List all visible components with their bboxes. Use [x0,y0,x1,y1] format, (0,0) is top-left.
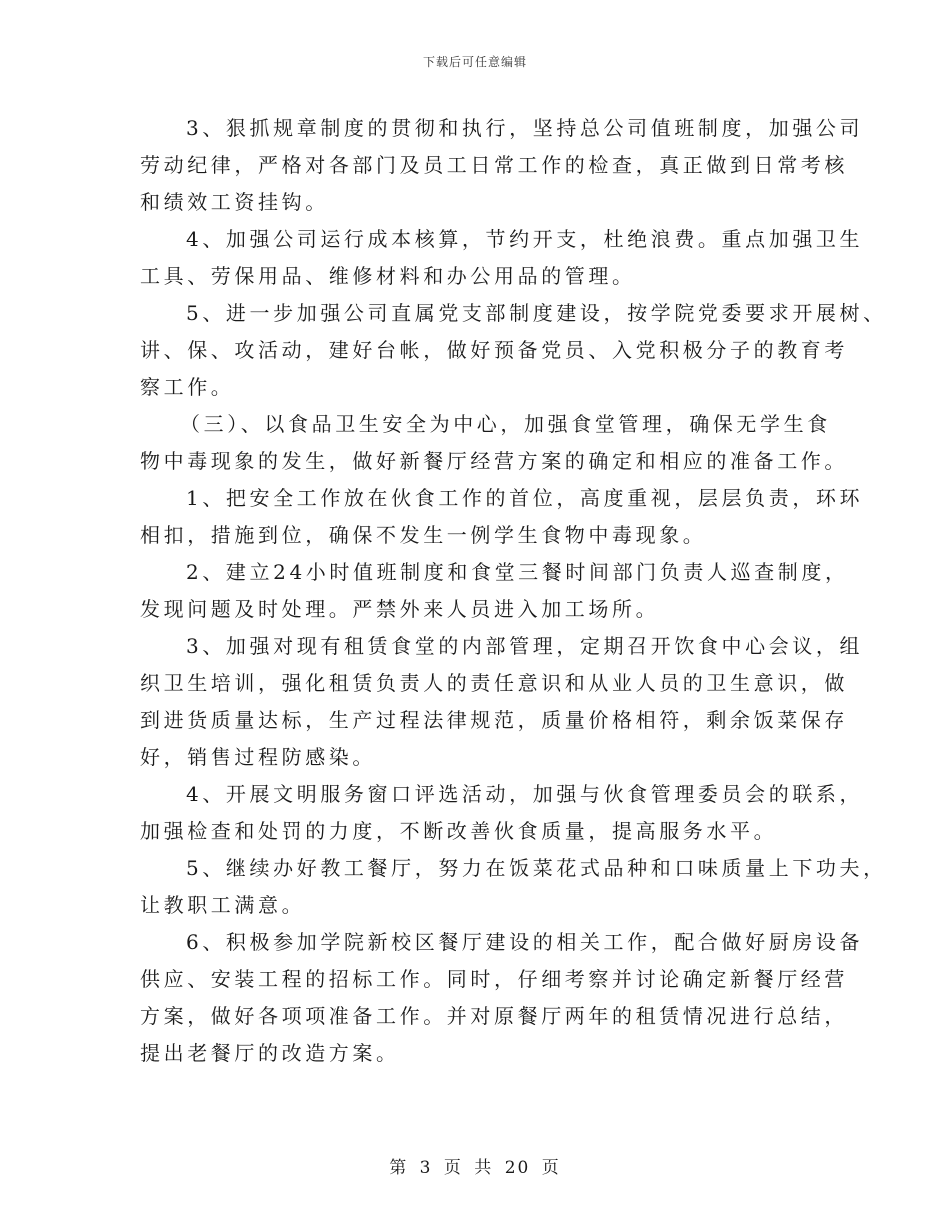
paragraph-line: 讲、保、攻活动，建好台帐，做好预备党员、入党积极分子的教育考 [140,338,848,362]
paragraph-line: 方案，做好各项项准备工作。并对原餐厅两年的租赁情况进行总结， [140,1004,848,1028]
page-number-footer: 第 3 页 共 20 页 [389,1158,561,1178]
paragraph-line: 3、加强对现有租赁食堂的内部管理，定期召开饮食中心会议，组 [186,634,864,658]
paragraph-line: （三）、以食品卫生安全为中心，加强食堂管理，确保无学生食 [180,412,831,436]
section-heading-food-safety [140,406,848,480]
paragraph-item-4-cost-accounting [140,221,864,295]
paragraph-line: 4、开展文明服务窗口评选活动，加强与伙食管理委员会的联系， [186,782,864,806]
document-body [140,110,887,1072]
paragraph-line: 2、建立24小时值班制度和食堂三餐时间部门负责人巡查制度， [186,560,849,584]
paragraph-item-6-new-campus [140,924,864,1072]
paragraph-item-5-party-branch [140,295,887,406]
paragraph-item-3-canteen-management [140,628,864,776]
paragraph-item-2-duty-system [140,554,849,628]
paragraph-line: 6、积极参加学院新校区餐厅建设的相关工作，配合做好厨房设备 [186,930,864,954]
paragraph-line: 供应、安装工程的招标工作。同时，仔细考察并讨论确定新餐厅经营 [140,967,848,991]
paragraph-line: 4、加强公司运行成本核算，节约开支，杜绝浪费。重点加强卫生 [186,227,864,251]
paragraph-line: 3、狠抓规章制度的贯彻和执行，坚持总公司值班制度，加强公司 [186,116,864,140]
paragraph-line: 到进货质量达标，生产过程法律规范，质量价格相符，剩余饭菜保存 [140,708,848,732]
paragraph-line: 让教职工满意。 [140,893,306,917]
paragraph-line: 5、继续办好教工餐厅，努力在饭菜花式品种和口味质量上下功夫， [186,856,887,880]
paragraph-line: 5、进一步加强公司直属党支部制度建设，按学院党委要求开展树、 [186,301,887,325]
paragraph-line: 1、把安全工作放在伙食工作的首位，高度重视，层层负责，环环 [186,486,864,510]
paragraph-line: 工具、劳保用品、维修材料和办公用品的管理。 [140,264,636,288]
paragraph-line: 劳动纪律，严格对各部门及员工日常工作的检查，真正做到日常考核 [140,153,848,177]
paragraph-item-1-safety-first [140,480,864,554]
paragraph-item-4-service-window [140,776,864,850]
paragraph-line: 相扣，措施到位，确保不发生一例学生食物中毒现象。 [140,523,707,547]
paragraph-line: 织卫生培训，强化租赁负责人的责任意识和从业人员的卫生意识，做 [140,671,848,695]
paragraph-line: 好，销售过程防感染。 [140,745,376,769]
paragraph-item-5-staff-canteen [140,850,887,924]
paragraph-line: 和绩效工资挂钩。 [140,190,329,214]
paragraph-line: 察工作。 [140,375,235,399]
paragraph-line: 加强检查和处罚的力度，不断改善伙食质量，提高服务水平。 [140,819,778,843]
page-header: 下载后可任意编辑 [422,55,527,69]
paragraph-item-3-regulations [140,110,864,221]
paragraph-line: 提出老餐厅的改造方案。 [140,1041,400,1065]
paragraph-line: 发现问题及时处理。严禁外来人员进入加工场所。 [140,597,660,621]
paragraph-line: 物中毒现象的发生，做好新餐厅经营方案的确定和相应的准备工作。 [140,449,848,473]
